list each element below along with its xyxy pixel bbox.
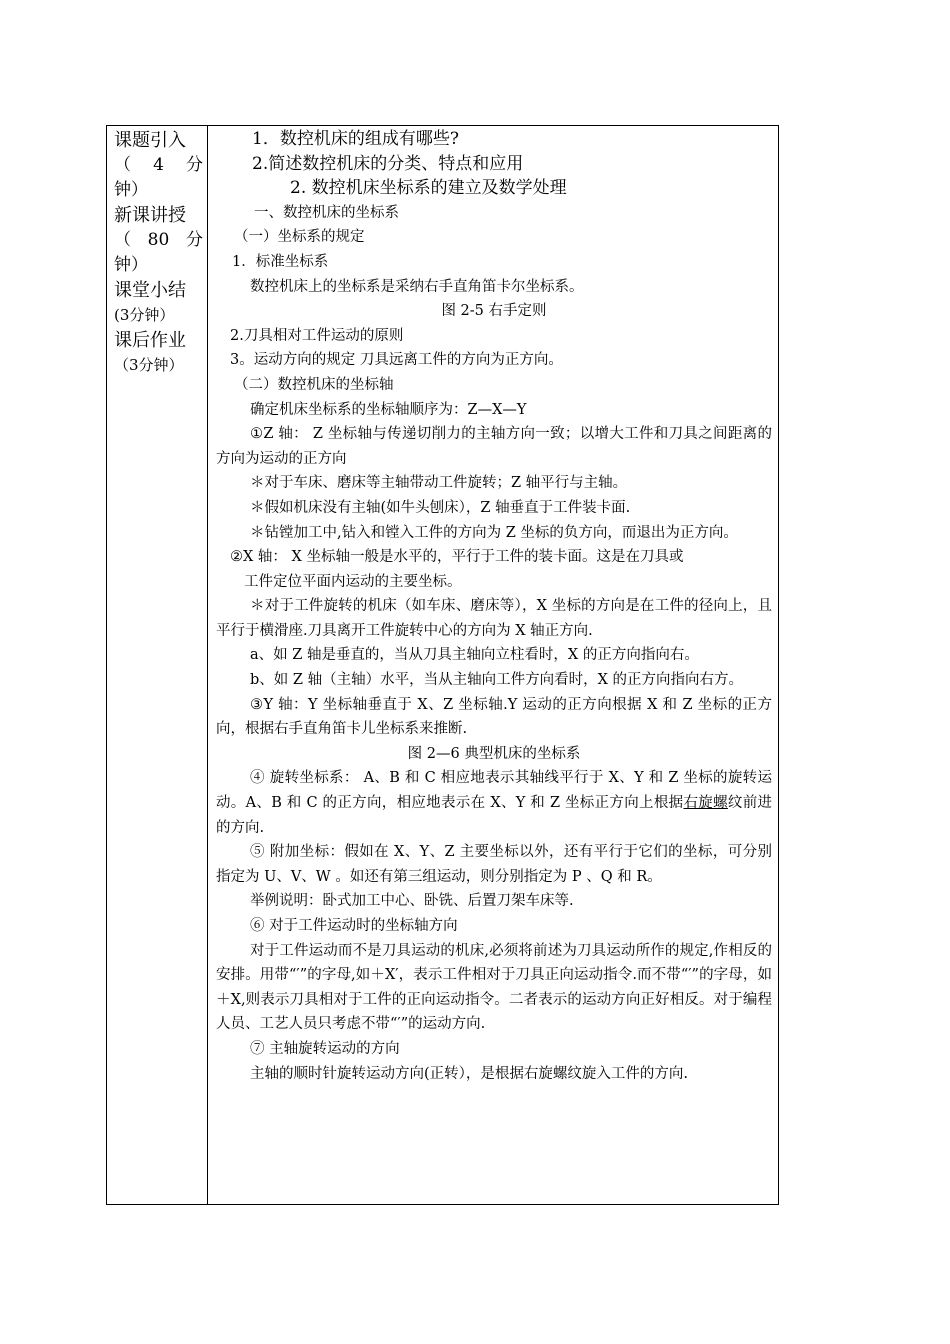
summary-label: 课堂小结	[114, 280, 186, 301]
x-axis-case-b: b、如 Z 轴（主轴）水平，当从主轴向工件方向看时，X 的正方向指向右方。	[250, 672, 744, 689]
x-axis-case-a: a、如 Z 轴是垂直的，当从刀具主轴向立柱看时，X 的正方向指向右。	[250, 647, 699, 664]
underlined-term: 右旋螺	[683, 795, 728, 812]
z-axis-bullet-2: ＊假如机床没有主轴(如牛头刨床），Z 轴垂直于工件装卡面.	[250, 499, 631, 516]
item-3-heading: 3。运动方向的规定 刀具远离工件的方向为正方向。	[230, 352, 563, 369]
chapter-heading: 2. 数控机床坐标系的建立及数学处理	[290, 178, 567, 199]
point-6-heading: ⑥ 对于工件运动时的坐标轴方向	[250, 918, 458, 934]
lesson-plan-table	[106, 125, 779, 1205]
figure-caption-2-5: 图 2-5 右手定则	[441, 303, 547, 320]
figure-caption-2-6: 图 2—6 典型机床的坐标系	[407, 745, 581, 762]
point-7-heading: ⑦ 主轴旋转运动的方向	[250, 1040, 400, 1057]
review-question-2: 2.简述数控机床的分类、特点和应用	[252, 153, 524, 174]
item-1-text: 数控机床上的坐标系是采纳右手直角笛卡尔坐标系。	[250, 278, 584, 295]
subsection-heading-1: （一）坐标系的规定	[234, 229, 365, 246]
z-axis-bullet-3: ＊钻镗加工中,钻入和镗入工件的方向为 Z 坐标的负方向，而退出为正方向。	[250, 524, 738, 541]
homework-label: 课后作业	[114, 330, 186, 351]
review-question-1: 1．数控机床的组成有哪些?	[252, 129, 459, 149]
x-axis-text-1: ②X 轴： X 坐标轴一般是水平的，平行于工件的装卡面。这是在刀具或	[230, 549, 684, 566]
y-axis-text: ③Y 轴：Y 坐标轴垂直于 X、Z 坐标轴.Y 运动的正方向根据 X 和 Z 坐标的正方向，根据右手直角笛卡儿坐标系来推断.	[216, 696, 772, 738]
point-7-text: 主轴的顺时针旋转运动方向(正转），是根据右旋螺纹旋入工件的方向.	[250, 1065, 689, 1082]
homework-time: （3分钟）	[114, 356, 184, 374]
subsection-heading-2: （二）数控机床的坐标轴	[234, 376, 394, 393]
content-column	[208, 126, 779, 1205]
intro-label: 课题引入	[114, 130, 186, 151]
x-axis-text-2: 工件定位平面内运动的主要坐标。	[244, 573, 462, 590]
z-axis-text: ①Z 轴： Z 坐标轴与传递切削力的主轴方向一致；以增大工件和刀具之间距离的方向为运动的正方向	[216, 426, 772, 467]
rotation-coordinates: ④ 旋转坐标系： A、B 和 C 相应地表示其轴线平行于 X、Y 和 Z 坐标的旋转运动。A、B 和 C 的正方向，相应地表示在 X、Y 和 Z 坐标正方向上根据右旋螺纹前进的方向.	[216, 770, 773, 836]
intro-time-end: 钟）	[114, 180, 148, 200]
z-axis-bullet-1: ＊对于车床、磨床等主轴带动工件旋转；Z 轴平行与主轴。	[250, 475, 628, 492]
new-lesson-label: 新课讲授	[114, 205, 186, 226]
point-6-text: 对于工件运动而不是刀具运动的机床,必须将前述为刀具运动所作的规定,作相反的安排。用带“′”的字母,如＋X′，表示工件相对于刀具正向运动指令.而不带“′”的字母，如＋X,则表示刀具相对于工件的正向运动指令。二者表示的运动方向正好相反。对于编程人员、工艺人员只考虑不带“′”的运动方向.	[216, 942, 772, 1033]
axis-order: 确定机床坐标系的坐标轴顺序为：Z—X—Y	[250, 401, 527, 418]
intro-time: （ 4 分	[114, 155, 203, 175]
x-axis-bullet-1: ＊对于工件旋转的机床（如车床、磨床等），X 坐标的方向是在工件的径向上，且平行于横滑座.刀具离开工件旋转中心的方向为 X 轴正方向.	[216, 598, 772, 639]
table-row	[107, 126, 779, 1205]
item-1-heading: 1．标准坐标系	[232, 253, 329, 270]
section-heading-1: 一、数控机床的坐标系	[254, 204, 399, 221]
additional-coordinates: ⑤ 附加坐标：假如在 X、Y、Z 主要坐标以外，还有平行于它们的坐标，可分别指定为 U、V、W 。如还有第三组运动，则分别指定为 P 、Q 和 R。	[216, 844, 772, 885]
item-2-heading: 2.刀具相对工件运动的原则	[230, 327, 404, 344]
new-lesson-time: （ 80 分	[114, 230, 203, 250]
summary-time: (3分钟）	[114, 306, 175, 324]
new-lesson-time-end: 钟）	[114, 255, 148, 275]
example-text: 举例说明：卧式加工中心、卧铣、后置刀架车床等.	[250, 893, 574, 910]
stage-column	[107, 126, 208, 1205]
